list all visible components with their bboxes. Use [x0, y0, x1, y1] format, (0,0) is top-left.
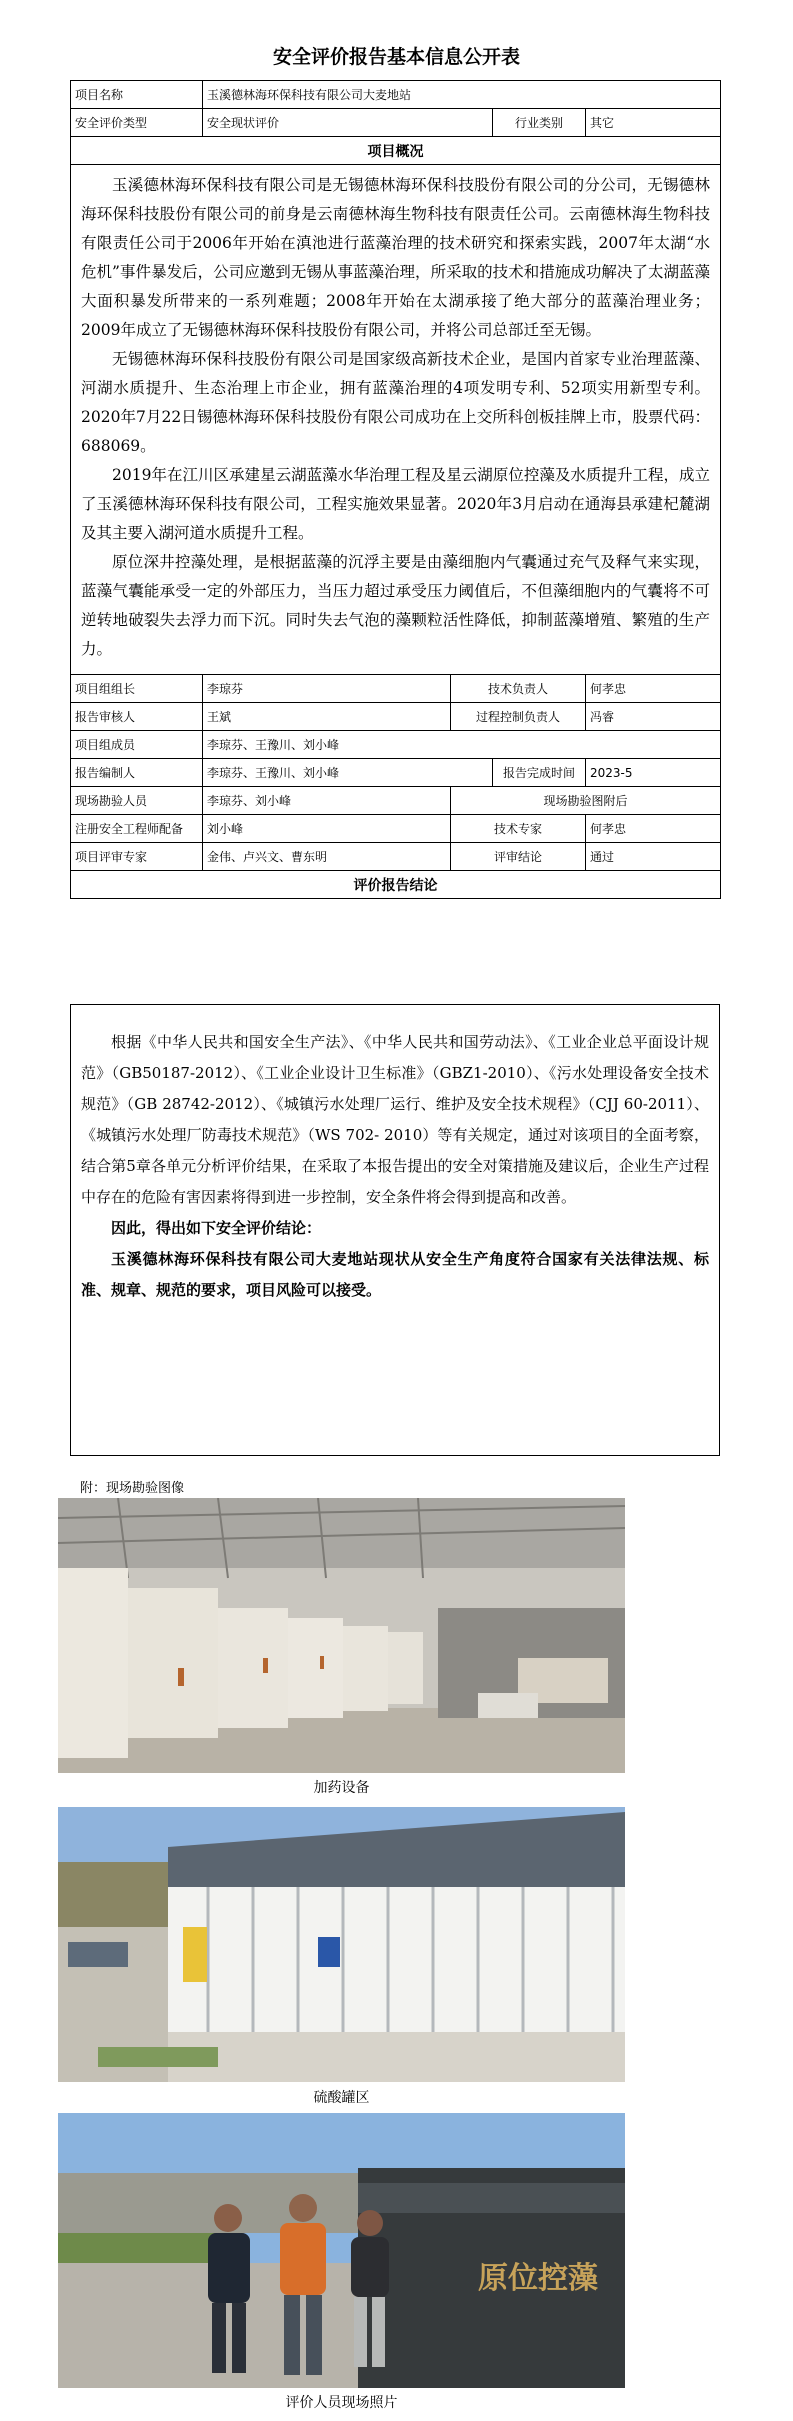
photo-label: 加药设备	[313, 1780, 370, 1796]
conclusion-heading: 评价报告结论	[71, 871, 721, 899]
process-lead-value: 冯睿	[586, 703, 721, 731]
writer-value: 李琼芬、王豫川、刘小峰	[203, 759, 493, 787]
finish-time-value: 2023-5	[586, 759, 721, 787]
site-people-label: 现场勘验人员	[71, 787, 203, 815]
conclusion-lead-in: 因此，得出如下安全评价结论：	[111, 1219, 322, 1237]
reviewer-label: 报告审核人	[71, 703, 203, 731]
review-result-value: 通过	[586, 843, 721, 871]
site-people-value: 李琼芬、刘小峰	[203, 787, 451, 815]
tech-lead-value: 何孝忠	[586, 675, 721, 703]
page-title: 安全评价报告基本信息公开表	[272, 46, 520, 68]
members-value: 李琼芬、王豫川、刘小峰	[203, 731, 721, 759]
engineer-value: 刘小峰	[203, 815, 451, 843]
evaluators-photo	[58, 2113, 625, 2388]
project-name-value: 玉溪德林海环保科技有限公司大麦地站	[203, 81, 721, 109]
expert-label: 技术专家	[451, 815, 586, 843]
site-photos-note: 现场勘验图附后	[451, 787, 721, 815]
overview-paragraph: 无锡德林海环保科技股份有限公司是国家级高新技术企业，是国内首家专业治理蓝藻、河湖水质提升、生态治理上市企业，拥有蓝藻治理的4项发明专利、52项实用新型专利。2020年7月22日锡德林海环保科技股份有限公司成功在上交所科创板挂牌上市，股票代码：688069。	[81, 350, 711, 455]
overview-text	[71, 165, 721, 675]
conclusion-box	[70, 1004, 720, 1456]
photos-caption: 附：现场勘验图像	[80, 1481, 185, 1496]
eval-type-value: 安全现状评价	[203, 109, 493, 137]
process-lead-label: 过程控制负责人	[451, 703, 586, 731]
overview-paragraph: 2019年在江川区承建星云湖蓝藻水华治理工程及星云湖原位控藻及水质提升工程，成立了玉溪德林海环保科技有限公司，工程实施效果显著。2020年3月启动在通海县承建杞麓湖及其主要入湖河道水质提升工程。	[81, 466, 711, 542]
engineer-row	[71, 815, 721, 843]
members-label: 项目组成员	[71, 731, 203, 759]
review-experts-value: 金伟、卢兴文、曹东明	[203, 843, 451, 871]
site-people-row	[71, 787, 721, 815]
review-result-label: 评审结论	[451, 843, 586, 871]
project-name-row	[71, 81, 721, 109]
reviewer-value: 王斌	[203, 703, 451, 731]
expert-value: 何孝忠	[586, 815, 721, 843]
finish-time-label: 报告完成时间	[493, 759, 586, 787]
photo-label: 评价人员现场照片	[285, 2395, 398, 2411]
review-experts-row	[71, 843, 721, 871]
writer-row	[71, 759, 721, 787]
review-experts-label: 项目评审专家	[71, 843, 203, 871]
eval-type-row	[71, 109, 721, 137]
sign-text: 原位控藻	[478, 2261, 598, 2296]
conclusion-basis: 根据《中华人民共和国安全生产法》、《中华人民共和国劳动法》、《工业企业总平面设计规范》（GB50187-2012）、《工业企业设计卫生标准》（GBZ1-2010）、《污水处理设备安全技术规范》（GB 28742-2012）、《城镇污水处理厂运行、维护及安全技术规程》（CJJ 60-2011）、《城镇污水处理厂防毒技术规范》（WS 702- 2010）等有关规定，通过对该项目的全面考察，结合第5章各单元分析评价结果，在采取了本报告提出的安全对策措施及建议后，企业生产过程中存在的危险有害因素将得到进一步控制，安全条件将会得到提高和改善。	[81, 1033, 709, 1206]
project-name-label: 项目名称	[71, 81, 203, 109]
eval-type-label: 安全评价类型	[71, 109, 203, 137]
basic-info-table	[70, 80, 721, 899]
overview-heading: 项目概况	[71, 137, 721, 165]
leader-label: 项目组组长	[71, 675, 203, 703]
industry-label: 行业类别	[493, 109, 586, 137]
overview-paragraph: 玉溪德林海环保科技有限公司是无锡德林海环保科技股份有限公司的分公司，无锡德林海环保科技股份有限公司的前身是云南德林海生物科技有限责任公司。云南德林海生物科技有限责任公司于2006年开始在滇池进行蓝藻治理的技术研究和探索实践，2007年太湖“水危机”事件暴发后，公司应邀到无锡从事蓝藻治理，所采取的技术和措施成功解决了太湖蓝藻大面积暴发所带来的一系列难题；2008年开始在太湖承接了绝大部分的蓝藻治理业务；2009年成立了无锡德林海环保科技股份有限公司，并将公司总部迁至无锡。	[81, 176, 711, 339]
tech-lead-label: 技术负责人	[451, 675, 586, 703]
writer-label: 报告编制人	[71, 759, 203, 787]
dosing-equipment-photo	[58, 1498, 625, 1773]
leader-value: 李琼芬	[203, 675, 451, 703]
leader-row	[71, 675, 721, 703]
photo-label: 硫酸罐区	[313, 2090, 370, 2106]
reviewer-row	[71, 703, 721, 731]
engineer-label: 注册安全工程师配备	[71, 815, 203, 843]
overview-paragraph: 原位深井控藻处理，是根据蓝藻的沉浮主要是由藻细胞内气囊通过充气及释气来实现，蓝藻气囊能承受一定的外部压力，当压力超过承受压力阈值后，不但藻细胞内的气囊将不可逆转地破裂失去浮力而下沉。同时失去气泡的藻颗粒活性降低，抑制蓝藻增殖、繁殖的生产力。	[81, 553, 711, 658]
acid-tank-photo	[58, 1807, 625, 2082]
industry-value: 其它	[586, 109, 721, 137]
members-row	[71, 731, 721, 759]
conclusion-verdict: 玉溪德林海环保科技有限公司大麦地站现状从安全生产角度符合国家有关法律法规、标准、规章、规范的要求，项目风险可以接受。	[81, 1250, 709, 1299]
